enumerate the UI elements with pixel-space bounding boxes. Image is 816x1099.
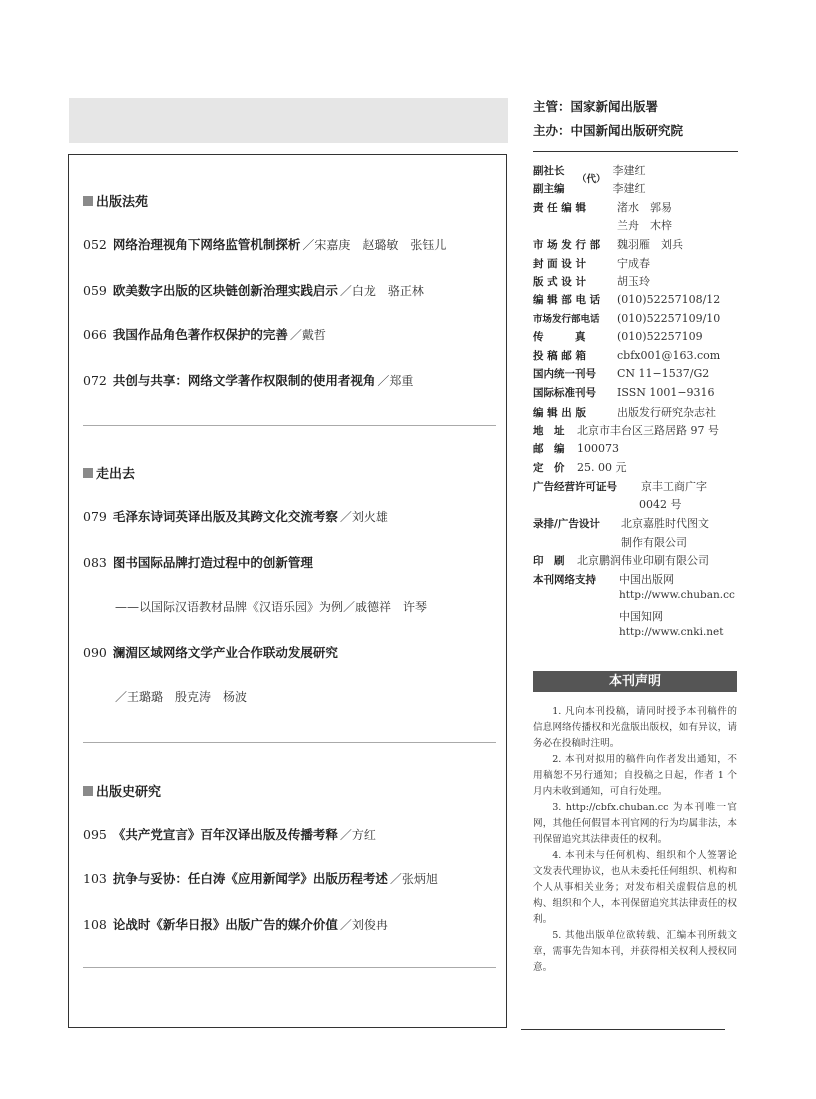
staff-row: 地 址 北京市丰台区三路居路 97 号 xyxy=(533,424,719,437)
declaration-item: 3. http://cbfx.chuban.cc 为本刊唯一官网，其他任何假冒本刊官网的行为均属非法，本刊保留追究其法律责任的权利。 xyxy=(533,802,737,845)
toc-entry[interactable]: 066 我国作品角色著作权保护的完善 ／戴哲 xyxy=(83,327,326,342)
header-banner xyxy=(69,98,508,143)
staff-row: 定 价 25. 00 元 xyxy=(533,461,627,474)
toc-entry[interactable]: 052 网络治理视角下网络监管机制探析 ／宋嘉庚 赵璐敏 张钰儿 xyxy=(83,237,447,252)
staff-row: 市场发行部电话 (010)52257109/10 xyxy=(533,312,721,325)
section-divider xyxy=(83,967,496,968)
section-heading: 走出去 xyxy=(83,463,135,482)
staff-row: 印 刷 北京鹏润伟业印刷有限公司 xyxy=(533,554,709,567)
staff-row: 市 场 发 行 部 魏羽雁 刘兵 xyxy=(533,238,683,251)
staff-row: 版 式 设 计 胡玉玲 xyxy=(533,275,650,288)
section-heading: 出版法苑 xyxy=(83,191,148,210)
sponsor: 主办：中国新闻出版研究院 xyxy=(533,123,684,138)
staff-row: 封 面 设 计 宁成春 xyxy=(533,257,650,270)
declaration-item: 1. 凡向本刊投稿，请同时授予本刊稿件的信息网络传播权和光盘版出版权，如有异议，请务必在投稿时注明。 xyxy=(533,706,737,749)
square-bullet-icon xyxy=(83,786,93,796)
staff-row: 责 任 编 辑 渚水 郭易 xyxy=(533,201,672,214)
toc-entry[interactable]: 108 论战时《新华日报》出版广告的媒介价值 ／刘俊冉 xyxy=(83,917,388,932)
supervisor: 主管：国家新闻出版署 xyxy=(533,99,659,114)
declaration-item: 4. 本刊未与任何机构、组织和个人签署论文发表代理协议，也从未委托任何组织、机构和个人从事相关业务；对发布相关虚假信息的机构、组织和个人，本刊保留追究其法律责任的权利。 xyxy=(533,850,737,925)
masthead xyxy=(533,95,738,152)
toc-entry[interactable]: 095 《共产党宣言》百年汉译出版及传播考释 ／方红 xyxy=(83,827,376,842)
staff-row: 邮 编 100073 xyxy=(533,442,619,455)
staff-row: 编 辑 部 电 话 (010)52257108/12 xyxy=(533,293,721,306)
declaration-item: 5. 其他出版单位欲转载、汇编本刊所载文章，需事先告知本刊，并获得相关权利人授权同意。 xyxy=(533,930,737,973)
toc-entry[interactable]: 072 共创与共享：网络文学著作权限制的使用者视角 ／郑重 xyxy=(83,373,414,388)
declaration-body xyxy=(533,704,737,976)
staff-row: 0042 号 xyxy=(639,498,682,511)
declaration-title: 本刊声明 xyxy=(533,671,737,692)
staff-row: 国际标准刊号 ISSN 1001−9316 xyxy=(533,386,715,399)
staff-row: 国内统一刊号 CN 11−1537/G2 xyxy=(533,367,710,380)
section-divider xyxy=(83,742,496,743)
staff-row: 副主编 李建红 xyxy=(533,182,646,195)
staff-row: 广告经营许可证号 京丰工商广字 xyxy=(533,480,707,493)
staff-row: 传 真 (010)52257109 xyxy=(533,330,703,343)
staff-row: 投 稿 邮 箱 cbfx001@163.com xyxy=(533,349,721,362)
staff-row: 编 辑 出 版 出版发行研究杂志社 xyxy=(533,406,716,419)
square-bullet-icon xyxy=(83,468,93,478)
staff-row: 本刊网络支持 中国出版网 xyxy=(533,573,674,586)
toc-entry[interactable]: 090 澜湄区域网络文学产业合作联动发展研究 xyxy=(83,645,338,660)
toc-entry[interactable]: 083 图书国际品牌打造过程中的创新管理 xyxy=(83,555,313,570)
bottom-rule xyxy=(521,1029,725,1030)
table-of-contents xyxy=(68,154,507,1028)
staff-row: 兰舟 木梓 xyxy=(617,219,672,232)
staff-row: 制作有限公司 xyxy=(621,536,687,549)
toc-entry[interactable]: 103 抗争与妥协：任白涛《应用新闻学》出版历程考述 ／张炳旭 xyxy=(83,871,438,886)
section-divider xyxy=(83,425,496,426)
toc-entry-subtitle: ——以国际汉语教材品牌《汉语乐园》为例／戚德祥 许琴 xyxy=(115,600,428,614)
toc-entry[interactable]: 059 欧美数字出版的区块链创新治理实践启示 ／白龙 骆正林 xyxy=(83,283,424,298)
declaration-item: 2. 本刊对拟用的稿件向作者发出通知，不用稿恕不另行通知；自投稿之日起，作者 1 个月内未收到通知，可自行处理。 xyxy=(533,754,737,797)
website-link[interactable]: http://www.chuban.cc xyxy=(619,589,735,601)
square-bullet-icon xyxy=(83,196,93,206)
staff-row: 录排/广告设计 北京嘉胜时代图文 xyxy=(533,517,709,530)
toc-entry[interactable]: 079 毛泽东诗词英译出版及其跨文化交流考察 ／刘火雄 xyxy=(83,509,388,524)
staff-row: 副社长 李建红 xyxy=(533,164,646,177)
section-heading: 出版史研究 xyxy=(83,781,161,800)
masthead-divider xyxy=(533,151,738,152)
staff-row: 中国知网 xyxy=(619,610,663,623)
toc-entry-authors: ／王璐璐 殷克涛 杨波 xyxy=(115,690,248,704)
website-link[interactable]: http://www.cnki.net xyxy=(619,626,724,638)
staff-row: （代） xyxy=(577,174,606,185)
